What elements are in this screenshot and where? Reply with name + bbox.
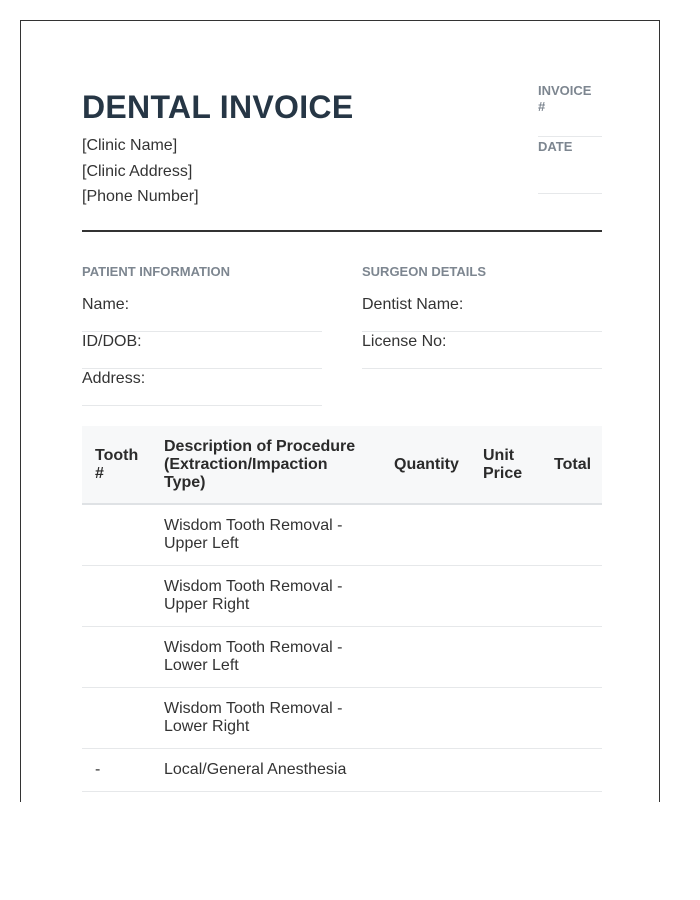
table-row[interactable] [82, 566, 602, 627]
date-label: DATE [538, 139, 573, 154]
row-description: Wisdom Tooth Removal - Upper Right [164, 578, 343, 613]
patient-name-label: Name: [82, 296, 130, 313]
header-description: Description of Procedure (Extraction/Impaction Type) [164, 438, 356, 491]
table-row[interactable] [82, 749, 602, 792]
dentist-name-label: Dentist Name: [362, 296, 464, 313]
header-unit-price: Unit Price [483, 447, 523, 482]
row-description: Wisdom Tooth Removal - Upper Left [164, 517, 343, 552]
invoice-title: DENTAL INVOICE [82, 89, 354, 125]
clinic-name[interactable]: [Clinic Name] [82, 137, 178, 154]
patient-name-field[interactable] [82, 295, 322, 332]
row-description: Wisdom Tooth Removal - Lower Right [164, 700, 343, 735]
dentist-name-field[interactable] [362, 295, 602, 332]
row-tooth[interactable]: - [95, 761, 101, 778]
invoice-sheet [20, 20, 660, 802]
invoice-number-field[interactable] [538, 136, 602, 137]
table-row[interactable] [82, 688, 602, 749]
header-quantity: Quantity [394, 456, 459, 473]
patient-id-dob-label: ID/DOB: [82, 333, 142, 350]
clinic-phone[interactable]: [Phone Number] [82, 188, 199, 205]
invoice-number-label: INVOICE # [538, 83, 592, 114]
patient-address-label: Address: [82, 370, 146, 387]
procedure-table [82, 426, 602, 792]
surgeon-details-heading: SURGEON DETAILS [362, 264, 486, 279]
row-description: Local/General Anesthesia [164, 761, 347, 778]
table-row[interactable] [82, 627, 602, 688]
row-description: Wisdom Tooth Removal - Lower Left [164, 639, 343, 674]
license-number-label: License No: [362, 333, 447, 350]
header-total: Total [554, 456, 592, 473]
license-number-field[interactable] [362, 332, 602, 369]
header-tooth: Tooth # [95, 447, 139, 482]
header-divider [82, 230, 602, 232]
date-field[interactable] [538, 193, 602, 194]
patient-id-dob-field[interactable] [82, 332, 322, 369]
patient-info-heading: PATIENT INFORMATION [82, 264, 231, 279]
clinic-address[interactable]: [Clinic Address] [82, 163, 193, 180]
table-header [82, 426, 602, 505]
table-row[interactable] [82, 505, 602, 566]
patient-address-field[interactable] [82, 369, 322, 406]
